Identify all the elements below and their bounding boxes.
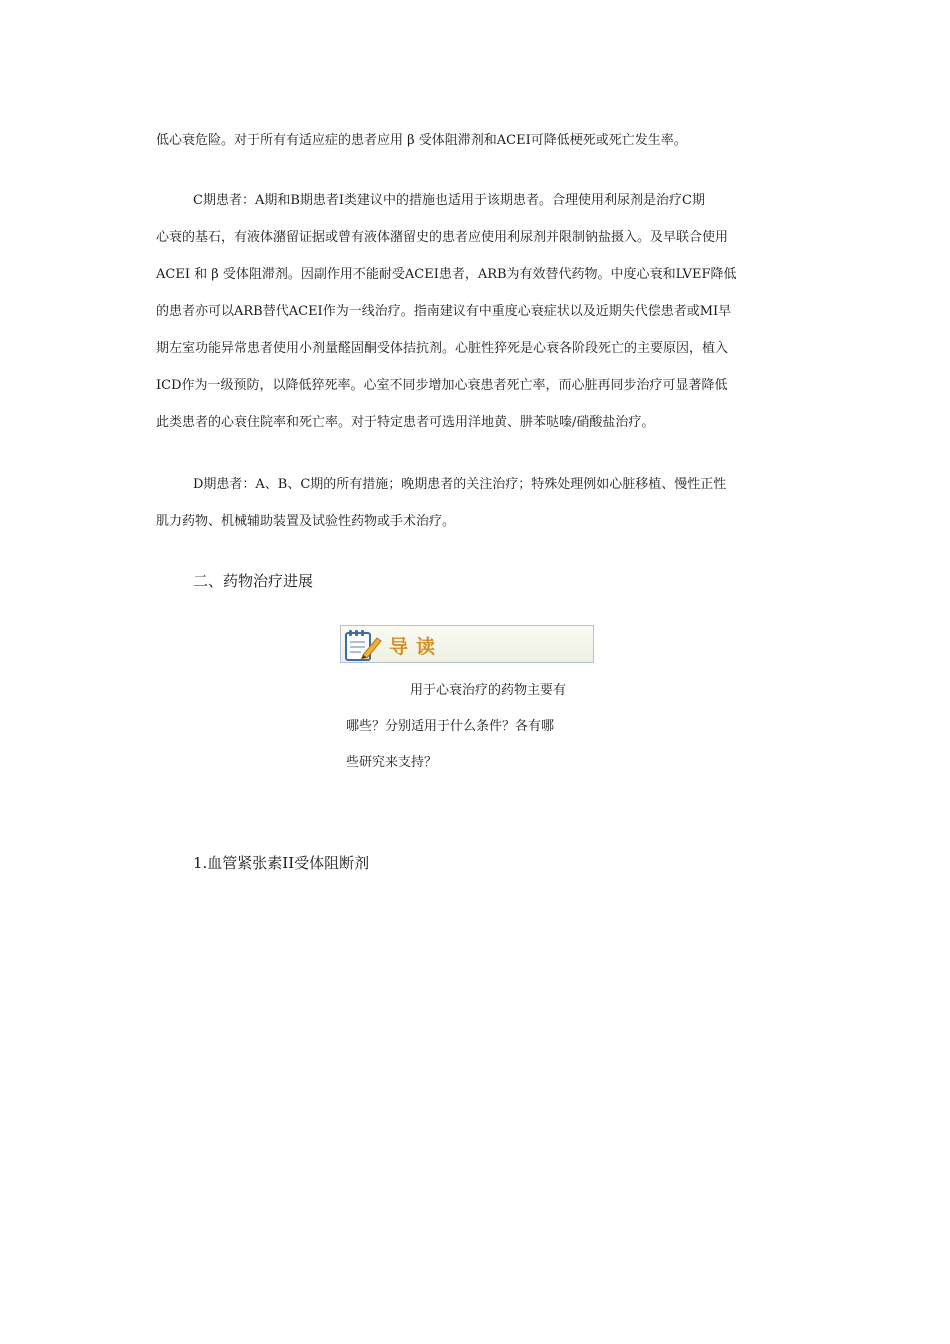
paragraph-line: D期患者：A、B、C期的所有措施；晚期患者的关注治疗；特殊处理例如心脏移植、慢性正性 (193, 477, 727, 492)
paragraph-line: 低心衰危险。对于所有有适应症的患者应用 β 受体阻滞剂和ACEI可降低梗死或死亡发生率。 (156, 133, 687, 148)
guide-question-line: 哪些？分别适用于什么条件？各有哪 (346, 719, 555, 734)
paragraph-d-stage (156, 466, 788, 540)
paragraph-line: C期患者：A期和B期患者I类建议中的措施也适用于该期患者。合理使用利尿剂是治疗C期 (193, 193, 705, 208)
paragraph-line: 期左室功能异常患者使用小剂量醛固酮受体拮抗剂。心脏性猝死是心衰各阶段死亡的主要原因，植入 (156, 341, 729, 356)
paragraph-line: ACEI 和 β 受体阻滞剂。因副作用不能耐受ACEI患者，ARB为有效替代药物。中度心衰和LVEF降低 (156, 267, 737, 282)
paragraph-line: 的患者亦可以ARB替代ACEI作为一线治疗。指南建议有中重度心衰症状以及近期失代偿患者或MI早 (156, 304, 732, 319)
paragraph-line: ICD作为一级预防，以降低猝死率。心室不同步增加心衰患者死亡率，而心脏再同步治疗可显著降低 (156, 378, 728, 393)
notepad-pencil-icon (343, 628, 383, 662)
guide-banner (340, 625, 594, 663)
paragraph-line: 肌力药物、机械辅助装置及试验性药物或手术治疗。 (156, 514, 456, 529)
guide-question (346, 673, 596, 781)
paragraph-line: 心衰的基石，有液体潴留证据或曾有液体潴留史的患者应使用利尿剂并限制钠盐摄入。及早联合使用 (156, 230, 729, 245)
paragraph-a-stage-end (156, 122, 788, 159)
section-heading: 二、药物治疗进展 (193, 572, 314, 590)
guide-question-line: 用于心衰治疗的药物主要有 (410, 683, 567, 698)
paragraph-line: 此类患者的心衰住院率和死亡率。对于特定患者可选用洋地黄、肼苯哒嗪/硝酸盐治疗。 (156, 415, 655, 430)
guide-label: 导读 (389, 636, 444, 658)
subsection-heading: 1.血管紧张素II受体阻断剂 (193, 854, 370, 872)
guide-question-line: 些研究来支持？ (346, 755, 438, 770)
paragraph-c-stage (156, 182, 788, 441)
